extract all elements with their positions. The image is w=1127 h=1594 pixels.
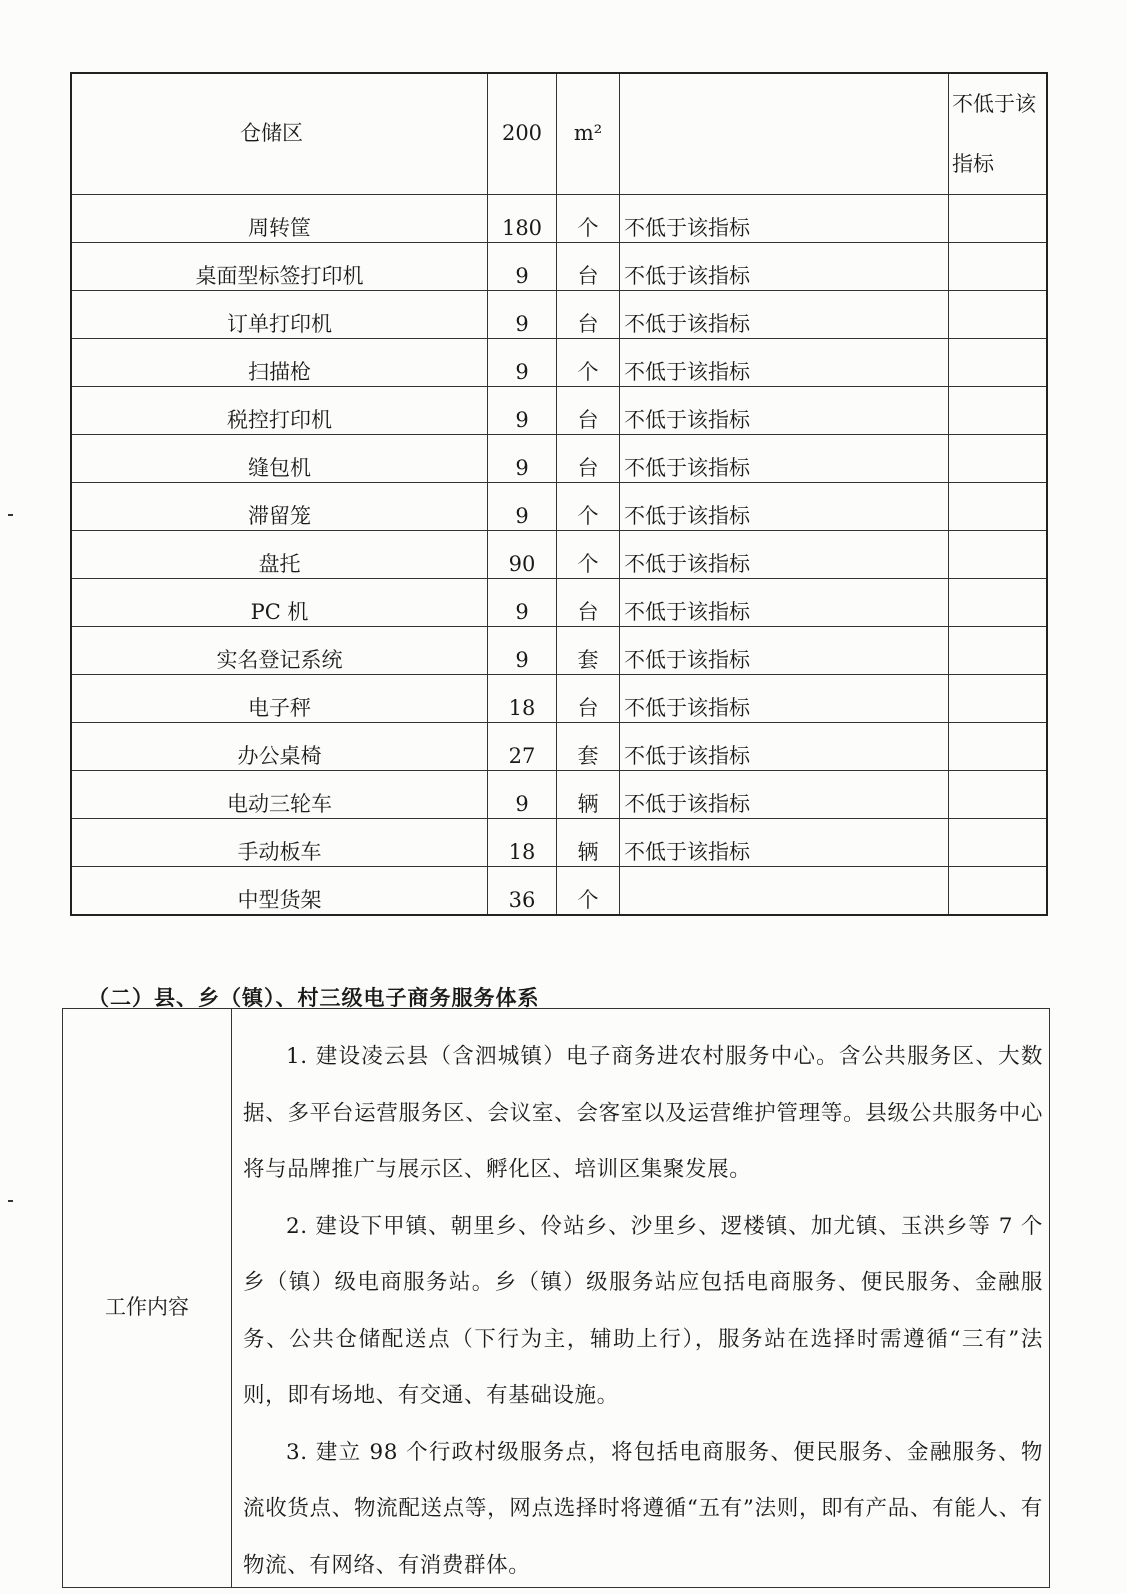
standard-cell: 不低于该指标	[620, 339, 949, 387]
table-row	[71, 867, 1047, 916]
item-name-cell: 实名登记系统	[71, 627, 488, 675]
table-row	[71, 771, 1047, 819]
table-row	[71, 243, 1047, 291]
section-title: （二）县、乡（镇）、村三级电子商务服务体系	[88, 982, 540, 1012]
remark-cell	[949, 387, 1048, 435]
table-row	[71, 195, 1047, 243]
remark-cell	[949, 435, 1048, 483]
quantity-cell: 180	[488, 195, 557, 243]
table-row	[71, 723, 1047, 771]
item-name-cell: 中型货架	[71, 867, 488, 916]
standard-cell: 不低于该指标	[620, 483, 949, 531]
item-name-cell: 手动板车	[71, 819, 488, 867]
remark-cell	[949, 771, 1048, 819]
item-name-cell: 电子秤	[71, 675, 488, 723]
item-name-cell: 盘托	[71, 531, 488, 579]
remark-cell	[949, 867, 1048, 916]
standard-cell: 不低于该指标	[620, 435, 949, 483]
quantity-cell: 18	[488, 819, 557, 867]
remark-cell	[949, 195, 1048, 243]
table-row	[71, 387, 1047, 435]
unit-cell: 个	[557, 867, 620, 916]
quantity-cell: 90	[488, 531, 557, 579]
quantity-cell: 9	[488, 435, 557, 483]
remark-cell: 不低于该指标	[949, 73, 1048, 195]
unit-cell: 台	[557, 579, 620, 627]
standard-cell: 不低于该指标	[620, 579, 949, 627]
unit-cell: 台	[557, 435, 620, 483]
standard-cell: 不低于该指标	[620, 675, 949, 723]
unit-cell: 台	[557, 291, 620, 339]
table-row	[71, 627, 1047, 675]
item-name-cell: 办公桌椅	[71, 723, 488, 771]
unit-cell: 个	[557, 339, 620, 387]
remark-cell	[949, 291, 1048, 339]
quantity-cell: 9	[488, 243, 557, 291]
remark-cell	[949, 675, 1048, 723]
quantity-cell: 27	[488, 723, 557, 771]
quantity-cell: 9	[488, 771, 557, 819]
quantity-cell: 9	[488, 291, 557, 339]
work-content-cell	[243, 1029, 1043, 1594]
table-row	[71, 579, 1047, 627]
remark-cell	[949, 483, 1048, 531]
quantity-cell: 9	[488, 387, 557, 435]
quantity-cell: 9	[488, 579, 557, 627]
item-name-cell: PC 机	[71, 579, 488, 627]
standard-cell: 不低于该指标	[620, 771, 949, 819]
unit-cell: 个	[557, 195, 620, 243]
table-row	[71, 483, 1047, 531]
unit-cell: 台	[557, 387, 620, 435]
unit-cell: 个	[557, 483, 620, 531]
remark-cell	[949, 339, 1048, 387]
item-name-cell: 税控打印机	[71, 387, 488, 435]
paragraph-county-center: 1. 建设凌云县（含泗城镇）电子商务进农村服务中心。含公共服务区、大数据、多平台运营服务区、会议室、会客室以及运营维护管理等。县级公共服务中心将与品牌推广与展示区、孵化区、培训区集聚发展。	[243, 1029, 1043, 1199]
paragraph-township-stations: 2. 建设下甲镇、朝里乡、伶站乡、沙里乡、逻楼镇、加尤镇、玉洪乡等 7 个乡（镇）级电商服务站。乡（镇）级服务站应包括电商服务、便民服务、金融服务、公共仓储配送点（下行为主，辅助上行），服务站在选择时需遵循“三有”法则，即有场地、有交通、有基础设施。	[243, 1199, 1043, 1425]
remark-cell	[949, 531, 1048, 579]
unit-cell: 套	[557, 627, 620, 675]
standard-cell: 不低于该指标	[620, 819, 949, 867]
unit-cell: 个	[557, 531, 620, 579]
unit-cell: 套	[557, 723, 620, 771]
work-label: 工作内容	[63, 1291, 231, 1321]
quantity-cell: 18	[488, 675, 557, 723]
remark-cell	[949, 627, 1048, 675]
table-row	[71, 435, 1047, 483]
standard-cell: 不低于该指标	[620, 243, 949, 291]
item-name-cell: 仓储区	[71, 73, 488, 195]
unit-cell: 辆	[557, 771, 620, 819]
quantity-cell: 9	[488, 339, 557, 387]
unit-cell: 辆	[557, 819, 620, 867]
standard-cell: 不低于该指标	[620, 627, 949, 675]
remark-cell	[949, 243, 1048, 291]
item-name-cell: 扫描枪	[71, 339, 488, 387]
item-name-cell: 订单打印机	[71, 291, 488, 339]
table-row-warehouse	[71, 73, 1047, 195]
quantity-cell: 9	[488, 627, 557, 675]
quantity-cell: 9	[488, 483, 557, 531]
unit-cell: 台	[557, 675, 620, 723]
standard-cell: 不低于该指标	[620, 195, 949, 243]
item-name-cell: 桌面型标签打印机	[71, 243, 488, 291]
item-name-cell: 缝包机	[71, 435, 488, 483]
unit-cell: 台	[557, 243, 620, 291]
equipment-table	[70, 72, 1048, 916]
paragraph-village-points: 3. 建立 98 个行政村级服务点，将包括电商服务、便民服务、金融服务、物流收货点、物流配送点等，网点选择时将遵循“五有”法则，即有产品、有能人、有物流、有网络、有消费群体。	[243, 1425, 1043, 1594]
scan-mark	[8, 1200, 13, 1202]
work-content-table	[62, 1008, 1050, 1588]
remark-cell	[949, 723, 1048, 771]
table-row	[71, 675, 1047, 723]
table-row	[71, 291, 1047, 339]
remark-cell	[949, 819, 1048, 867]
standard-cell: 不低于该指标	[620, 723, 949, 771]
item-name-cell: 滞留笼	[71, 483, 488, 531]
scan-mark	[8, 514, 13, 516]
table-row	[71, 819, 1047, 867]
standard-cell: 不低于该指标	[620, 387, 949, 435]
item-name-cell: 电动三轮车	[71, 771, 488, 819]
quantity-cell: 200	[488, 73, 557, 195]
standard-cell: 不低于该指标	[620, 531, 949, 579]
remark-cell	[949, 579, 1048, 627]
standard-cell	[620, 867, 949, 916]
work-label-cell	[63, 1009, 232, 1587]
quantity-cell: 36	[488, 867, 557, 916]
table-row	[71, 339, 1047, 387]
table-row	[71, 531, 1047, 579]
item-name-cell: 周转筐	[71, 195, 488, 243]
unit-cell: m²	[557, 73, 620, 195]
standard-cell: 不低于该指标	[620, 291, 949, 339]
standard-cell	[620, 73, 949, 195]
